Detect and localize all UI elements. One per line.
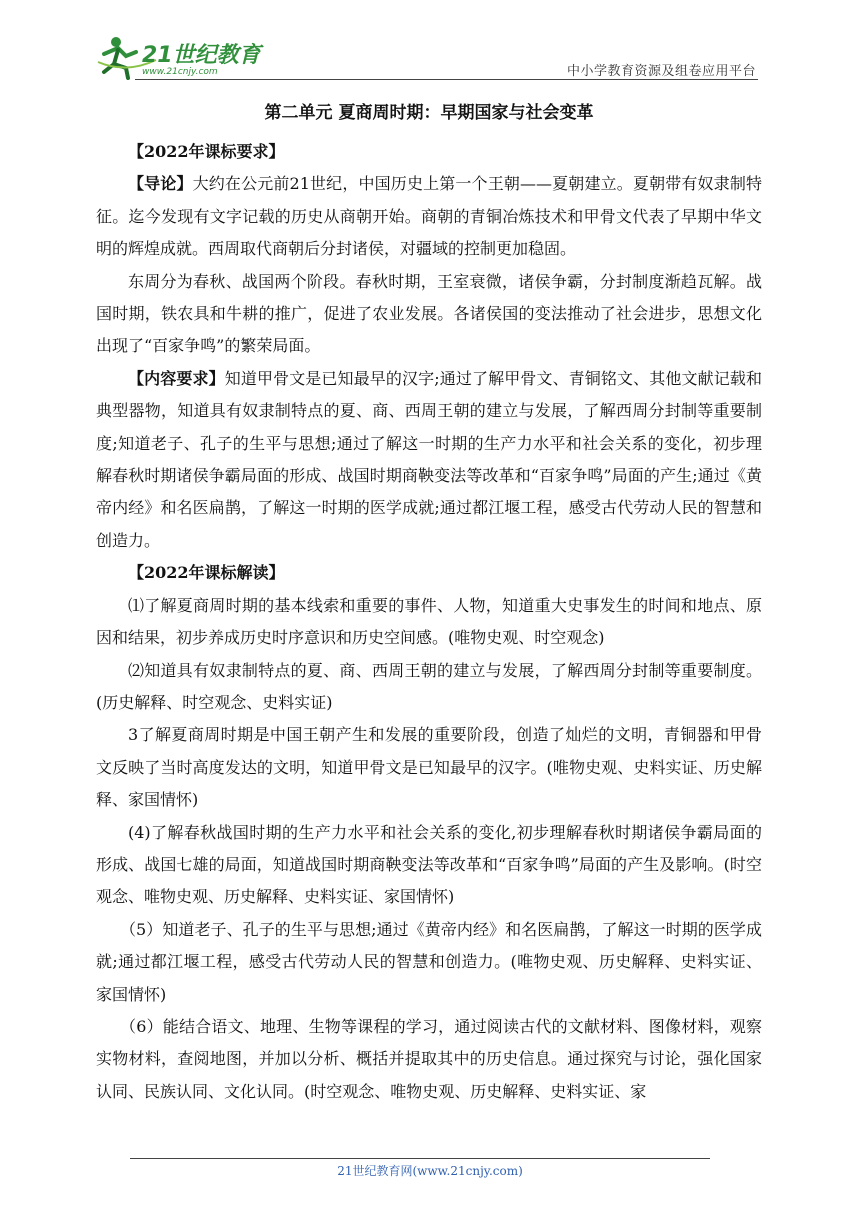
content-text: 知道甲骨文是已知最早的汉字;通过了解甲骨文、青铜铭文、其他文献记载和典型器物，知道具有奴隶制特点的夏、商、西周王朝的建立与发展，了解西周分封制等重要制度;知道老子、孔子的生平与思想;通过了解这一时期的生产力水平和社会关系的变化，初步理解春秋时期诸侯争霸局面的形成、战国时期商鞅变法等改革和“百家争鸣”局面的产生;通过《黄帝内经》和名医扁鹊，了解这一时期的医学成就;通过都江堰工程，感受古代劳动人民的智慧和创造力。	[96, 368, 762, 550]
header-divider	[135, 79, 758, 80]
document-body	[96, 100, 762, 1108]
eastern-zhou-paragraph: 东周分为春秋、战国两个阶段。春秋时期，王室衰微，诸侯争霸，分封制度渐趋瓦解。战国时期，铁农具和牛耕的推广，促进了农业发展。各诸侯国的变法推动了社会进步，思想文化出现了“百家争鸣”的繁荣局面。	[96, 271, 762, 356]
list-item: （5）知道老子、孔子的生平与思想;通过《黄帝内经》和名医扁鹊，了解这一时期的医学成就;通过都江堰工程，感受古代劳动人民的智慧和创造力。(唯物史观、历史解释、史料实证、家国情怀)	[96, 919, 762, 1004]
logo-text: 21世纪教育	[142, 43, 261, 68]
content-requirements-paragraph	[96, 363, 762, 557]
runner-logo-icon	[96, 34, 266, 80]
platform-name: 中小学教育资源及组卷应用平台	[566, 64, 756, 79]
section-heading-requirements: 【2022年课标要求】	[128, 142, 285, 161]
content-label: 【内容要求】	[128, 368, 225, 388]
intro-text: 大约在公元前21世纪，中国历史上第一个王朝——夏朝建立。夏朝带有奴隶制特征。迄今发现有文字记载的历史从商朝开始。商朝的青铜冶炼技术和甲骨文代表了早期中华文明的辉煌成就。西周取代商朝后分封诸侯，对疆域的控制更加稳固。	[96, 174, 762, 259]
list-item: 3了解夏商周时期是中国王朝产生和发展的重要阶段，创造了灿烂的文明，青铜器和甲骨文反映了当时高度发达的文明，知道甲骨文是已知最早的汉字。(唯物史观、史料实证、历史解释、家国情怀)	[96, 725, 762, 810]
intro-label: 【导论】	[128, 174, 193, 194]
list-item: ⑴了解夏商周时期的基本线索和重要的事件、人物，知道重大史事发生的时间和地点、原因和结果，初步养成历史时序意识和历史空间感。(唯物史观、时空观念)	[96, 595, 762, 648]
list-item: ⑵知道具有奴隶制特点的夏、商、西周王朝的建立与发展，了解西周分封制等重要制度。(历史解释、时空观念、史料实证)	[96, 660, 762, 712]
footer-link[interactable]: 21世纪教育网(www.21cnjy.com)	[337, 1164, 523, 1178]
page-title: 第二单元 夏商周时期：早期国家与社会变革	[264, 103, 594, 123]
list-item: (4)了解春秋战国时期的生产力水平和社会关系的变化,初步理解春秋时期诸侯争霸局面的形成、战国七雄的局面，知道战国时期商鞅变法等改革和“百家争鸣”局面的产生及影响。(时空观念、唯物史观、历史解释、史料实证、家国情怀)	[96, 822, 762, 907]
list-item: （6）能结合语文、地理、生物等课程的学习，通过阅读古代的文献材料、图像材料，观察实物材料，查阅地图，并加以分析、概括并提取其中的历史信息。通过探究与讨论，强化国家认同、民族认同、文化认同。(时空观念、唯物史观、历史解释、史料实证、家	[96, 1016, 762, 1101]
footer-divider	[130, 1158, 710, 1159]
logo-url: www.21cnjy.com	[142, 67, 218, 77]
page-header	[96, 34, 758, 80]
intro-paragraph	[96, 168, 762, 265]
site-logo[interactable]	[96, 34, 266, 80]
section-heading-interpretation: 【2022年课标解读】	[128, 563, 285, 583]
